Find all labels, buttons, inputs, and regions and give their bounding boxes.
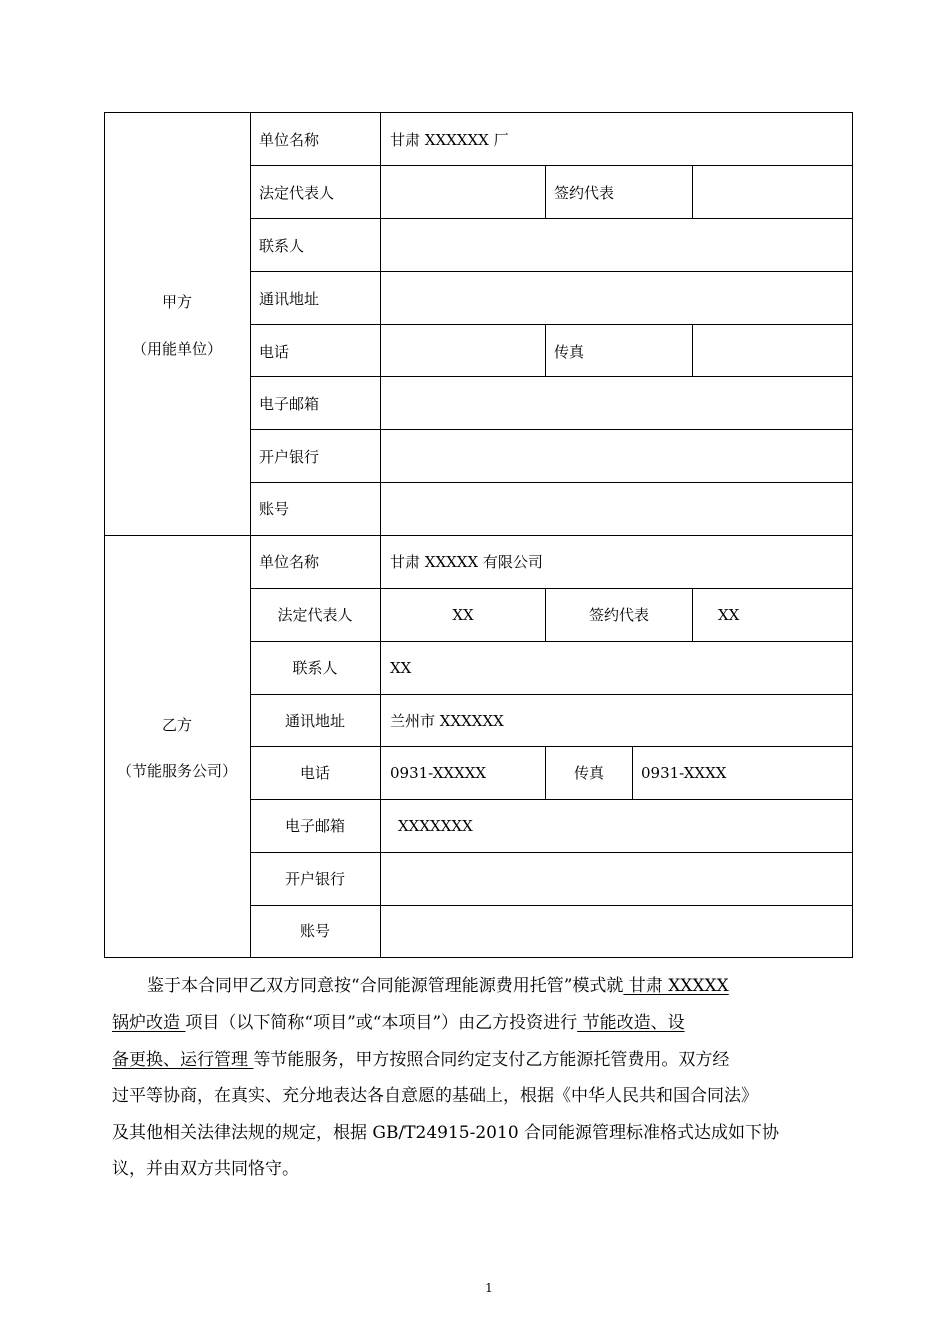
b-email-value: XXXXXXX <box>398 817 473 835</box>
service-scope-underlined: 节能改造、设 <box>577 1013 685 1033</box>
b-fax-value: 0931-XXXX <box>641 764 727 782</box>
b-address-value: 兰州市 XXXXXX <box>390 712 504 730</box>
a-account-label: 账号 <box>259 500 290 518</box>
b-legal-rep-value: XX <box>452 606 474 624</box>
a-sign-rep-label: 签约代表 <box>554 184 615 202</box>
a-bank-label: 开户银行 <box>259 448 320 466</box>
b-address-label: 通讯地址 <box>284 712 346 730</box>
service-scope-underlined: 备更换、运行管理 <box>112 1050 254 1070</box>
a-phone-label: 电话 <box>259 343 290 361</box>
project-name-underlined: 锅炉改造 <box>112 1013 186 1033</box>
b-fax-label: 传真 <box>573 764 605 782</box>
b-phone-value: 0931-XXXXX <box>390 764 487 782</box>
b-sign-rep-label: 签约代表 <box>588 606 650 624</box>
b-sign-rep-value: XX <box>718 606 740 624</box>
party-a-sublabel: （用能单位） <box>131 340 223 358</box>
paragraph-text: 项目（以下简称“项目”或“本项目”）由乙方投资进行 <box>185 1013 578 1033</box>
paragraph-text: 等节能服务，甲方按照合同约定支付乙方能源托管费用。双方经 <box>253 1050 730 1070</box>
paragraph-line-5: 及其他相关法律法规的规定，根据 GB/T24915-2010 合同能源管理标准格式达成如下协 <box>112 1123 780 1143</box>
a-unit-name-label: 单位名称 <box>259 131 320 149</box>
party-b-label: 乙方 <box>161 716 193 734</box>
paragraph-line-1 <box>147 975 729 997</box>
paragraph-text: 鉴于本合同甲乙双方同意按“合同能源管理能源费用托管”模式就 <box>147 976 624 996</box>
b-contact-value: XX <box>390 659 412 677</box>
b-unit-name-label: 单位名称 <box>259 553 320 571</box>
b-phone-label: 电话 <box>299 764 331 782</box>
b-email-label: 电子邮箱 <box>284 817 346 835</box>
paragraph-line-6: 议，并由双方共同恪守。 <box>112 1159 299 1179</box>
paragraph-line-2 <box>112 1012 685 1034</box>
b-unit-name-value: 甘肃 XXXXX 有限公司 <box>390 553 543 571</box>
a-address-label: 通讯地址 <box>259 290 320 308</box>
a-fax-label: 传真 <box>554 343 585 361</box>
b-bank-label: 开户银行 <box>284 870 346 888</box>
project-name-underlined: 甘肃 XXXXX <box>623 976 729 996</box>
a-email-label: 电子邮箱 <box>259 395 320 413</box>
b-contact-label: 联系人 <box>292 659 338 677</box>
a-unit-name-value: 甘肃 XXXXXX 厂 <box>390 131 509 149</box>
party-b-sublabel: （节能服务公司） <box>116 762 238 780</box>
a-contact-label: 联系人 <box>259 237 305 255</box>
party-a-label: 甲方 <box>161 293 193 311</box>
b-account-label: 账号 <box>299 922 331 940</box>
paragraph-line-3 <box>112 1049 729 1071</box>
b-legal-rep-label: 法定代表人 <box>277 606 353 624</box>
a-legal-rep-label: 法定代表人 <box>259 184 335 202</box>
paragraph-line-4: 过平等协商，在真实、充分地表达各自意愿的基础上，根据《中华人民共和国合同法》 <box>112 1086 758 1106</box>
page-number: 1 <box>485 1281 493 1295</box>
